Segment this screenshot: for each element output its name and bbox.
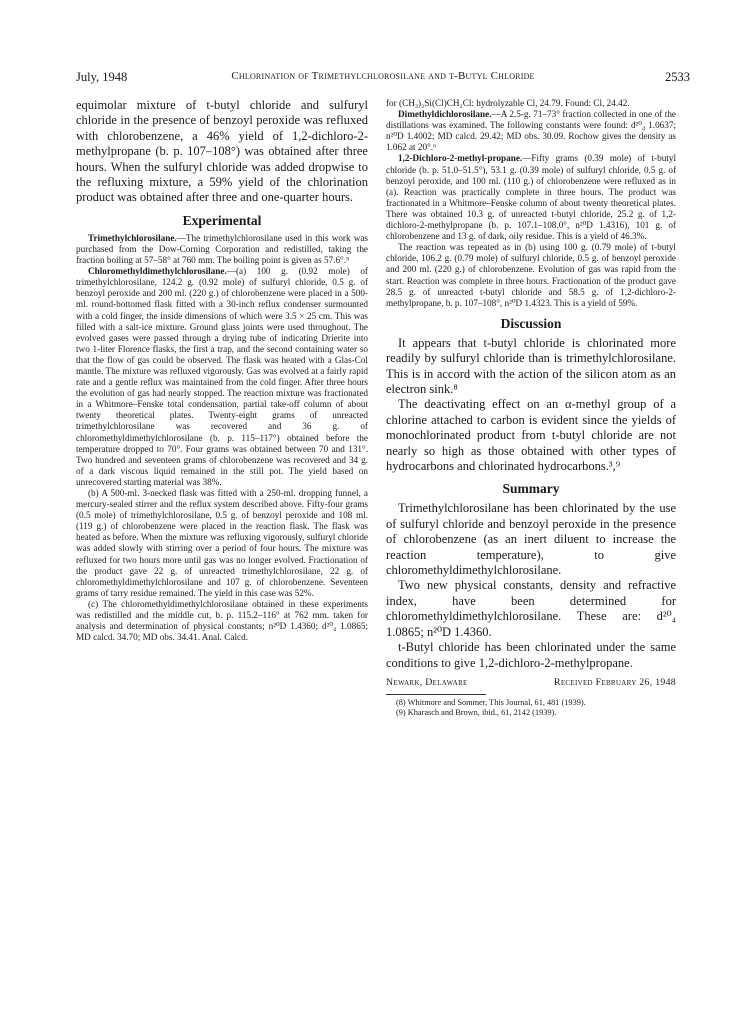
- summary-paragraph-3: t-Butyl chloride has been chlorinated under the same conditions to give 1,2-dichloro-2-methylpropane.: [386, 640, 676, 670]
- paragraph-text: —A 2.5-g. 71–73° fraction collected in one of the distillations was examined. The following constants were found: d²⁰₄ 1.0637; n²⁰D 1.4002; MD calcd. 29.42; MD obs. 30.09. Rochow gives the density as 1.062 at 20°.⁶: [386, 109, 676, 153]
- dichloromethylpropane-paragraph: [386, 153, 676, 242]
- summary-paragraph-1: Trimethylchlorosilane has been chlorinated by the use of sulfuryl chloride and benzoyl peroxide in the presence of chlorobenzene (as an inert diluent to increase the reaction temperature), to give chloromethyldimethylchlorosilane.: [386, 501, 676, 578]
- run-in-heading: Chloromethyldimethylchlorosilane.: [88, 266, 227, 277]
- paragraph-text: —Fifty grams (0.39 mole) of t-butyl chloride (b. p. 51.0–51.5°), 53.1 g. (0.39 mole) of sulfuryl chloride, 0.5 g. of benzoyl peroxide, and 100 ml. (110 g.) of chlorobenzene were refluxed as in (a). Reaction was practically complete in three hours. The product was fractionated in a Whitmore–Fenske column of about twenty theoretical plates. There was obtained 10.3 g. of unreacted t-butyl chloride, 25.2 g. of 1,2-dichloro-2-methylpropane (b. p. 107.1–108.0°, n²⁰D 1.4316), 101 g. of chlorobenzene and 13 g. of dark, oily residue. This is a yield of 46.3%.: [386, 153, 676, 242]
- trimethylchlorosilane-paragraph: [76, 233, 368, 266]
- header-title: Chlorination of Trimethylchlorosilane and t-Butyl Chloride: [231, 70, 535, 82]
- page-number: 2533: [665, 70, 690, 84]
- header-date: July, 1948: [76, 70, 128, 84]
- signature-line: [386, 677, 676, 691]
- run-in-heading: 1,2-Dichloro-2-methyl-propane.: [398, 153, 523, 164]
- footnote: (9) Kharasch and Brown, ibid., 61, 2142 (1939).: [396, 708, 557, 718]
- analysis-continuation: for (CH₃)₂Si(Cl)CH₂Cl: hydrolyzable Cl, 24.79. Found: Cl, 24.42.: [386, 98, 630, 108]
- run-in-heading: Trimethylchlorosilane.: [88, 232, 177, 243]
- affiliation-place: Newark, Delaware: [386, 676, 468, 688]
- discussion-paragraph-1: It appears that t-butyl chloride is chlorinated more readily by sulfuryl chloride than is trimethylchlorosilane. This is in accord with the action of the silicon atom as an electron sink.⁸: [386, 335, 676, 396]
- right-column: [386, 98, 676, 719]
- running-header: [76, 70, 690, 86]
- left-column: [76, 98, 368, 643]
- summary-heading: Summary: [502, 481, 560, 497]
- run-in-heading: Dimethyldichlorosilane.: [398, 109, 492, 120]
- repeat-paragraph: The reaction was repeated as in (b) using 100 g. (0.79 mole) of t-butyl chloride, 106.2 g. (0.79 mole) of sulfuryl chloride, 0.5 g. of benzoyl peroxide and 200 ml. (220 g.) of chlorobenzene. Evolution of gas was rapid from the start. Reaction was complete in three hours. Fractionation of the product gave 28.5 g. of unreacted t-butyl chloride and 58.5 g. of 1,2-dichloro-2-methylpropane, b. p. 107–108°, n²⁰D 1.4323. This is a yield of 59%.: [386, 242, 676, 308]
- summary-paragraph-2: Two new physical constants, density and refractive index, have been determined for chloromethyldimethylchlorosilane. These are: d²⁰₄ 1.0865; n²⁰D 1.4360.: [386, 578, 676, 639]
- experimental-heading: Experimental: [182, 212, 262, 228]
- discussion-heading: Discussion: [500, 315, 562, 331]
- chloromethyl-paragraph: [76, 266, 368, 488]
- procedure-c-paragraph: (c) The chloromethyldimethylchlorosilane obtained in these experiments was redistilled and the middle cut, b. p. 115.2–116° at 762 mm. taken for analysis and determination of physical constants; n²⁰D 1.4360; d²⁰₄ 1.0865; MD calcd. 34.70; MD obs. 34.41. Anal. Calcd.: [76, 598, 368, 643]
- paragraph-text: —The trimethylchlorosilane used in this work was purchased from the Dow-Corning Corporation and redistilled, taking the fraction boiling at 57–58° at 760 mm. The boiling point is given as 57.6°.⁵: [76, 232, 368, 266]
- footnote-rule: [386, 694, 486, 695]
- discussion-paragraph-2: The deactivating effect on an α-methyl group of a chlorine attached to carbon is evident since the yields of monochlorinated product from t-butyl chloride are not nearly so high as those obtained with other types of hydrocarbons and chlorinated hydrocarbons.³,⁹: [386, 397, 676, 474]
- procedure-b-paragraph: (b) A 500-ml. 3-necked flask was fitted with a 250-ml. dropping funnel, a mercury-sealed stirrer and the reflux system described above. Fifty-four grams (0.5 mole) of trimethylchlorosilane, 0.5 g. of benzoyl peroxide and 108 ml. (119 g.) of chlorobenzene were placed in the reaction flask. The flask was heated as before. When the mixture was refluxing vigorously, sulfuryl chloride was added slowly with stirring over a period of four hours. The mixture was refluxed for two hours more until gas was no longer evolved. Fractionation of the product gave 22 g. of unreacted trimethylchlorosilane, 22 g. of chloromethyldimethylchlorosilane and 107 g. of chlorobenzene. Seventeen grams of tarry residue remained. The yield in this case was 52%.: [76, 488, 368, 598]
- paragraph-text: —(a) 100 g. (0.92 mole) of trimethylchlorosilane, 124.2 g. (0.92 mole) of sulfuryl chloride, 0.5 g. of benzoyl peroxide and 200 ml. (220 g.) of chlorobenzene were placed in a 500-ml. round-bottomed flask fitted with a 30-inch reflux condenser surmounted with a cold finger, the inside dimensions of which were 3.5 × 25 cm. This was filled with a salt-ice mixture. Ground glass joints were used throughout. The evolved gases were passed through a drying tube of indicating Drierite into two 1-liter Florence flasks, the first a trap, and the second containing water so that the flow of gas could be observed. The flask was heated with a Glas-Col mantle. The mixture was refluxed vigorously. Gas was evolved at a fairly rapid rate and a gentle reflux was maintained from the cold finger. After three hours the evolution of gas had nearly stopped. The reaction mixture was fractionated in a Whitmore–Fenske total condensation, partial take-off column of about twenty theoretical plates. Twenty-eight grams of unreacted trimethylchlorosilane was recovered and 36 g. of chloromethyldimethylchlorosilane (b. p. 115–117°) obtained before the temperature dropped to 70°. Four grams was obtained between 70 and 131°. Two hundred and seventeen grams of chlorobenzene was recovered and 34 g. of a dark viscous liquid remained in the still pot. The yield based on unrecovered starting material was 38%.: [76, 266, 368, 487]
- dimethyldichlorosilane-paragraph: [386, 109, 676, 153]
- intro-paragraph: equimolar mixture of t-butyl chloride and sulfuryl chloride in the presence of benzoyl peroxide was refluxed with chlorobenzene, a 46% yield of 1,2-dichloro-2-methylpropane (b. p. 107–108°) was obtained after three hours. When the sulfuryl chloride was added dropwise to the refluxing mixture, a 59% yield of the chlorination product was obtained after three and one-quarter hours.: [76, 98, 368, 205]
- received-date: Received February 26, 1948: [554, 676, 676, 688]
- footnote: (8) Whitmore and Sommer, This Journal, 61, 481 (1939).: [396, 697, 586, 707]
